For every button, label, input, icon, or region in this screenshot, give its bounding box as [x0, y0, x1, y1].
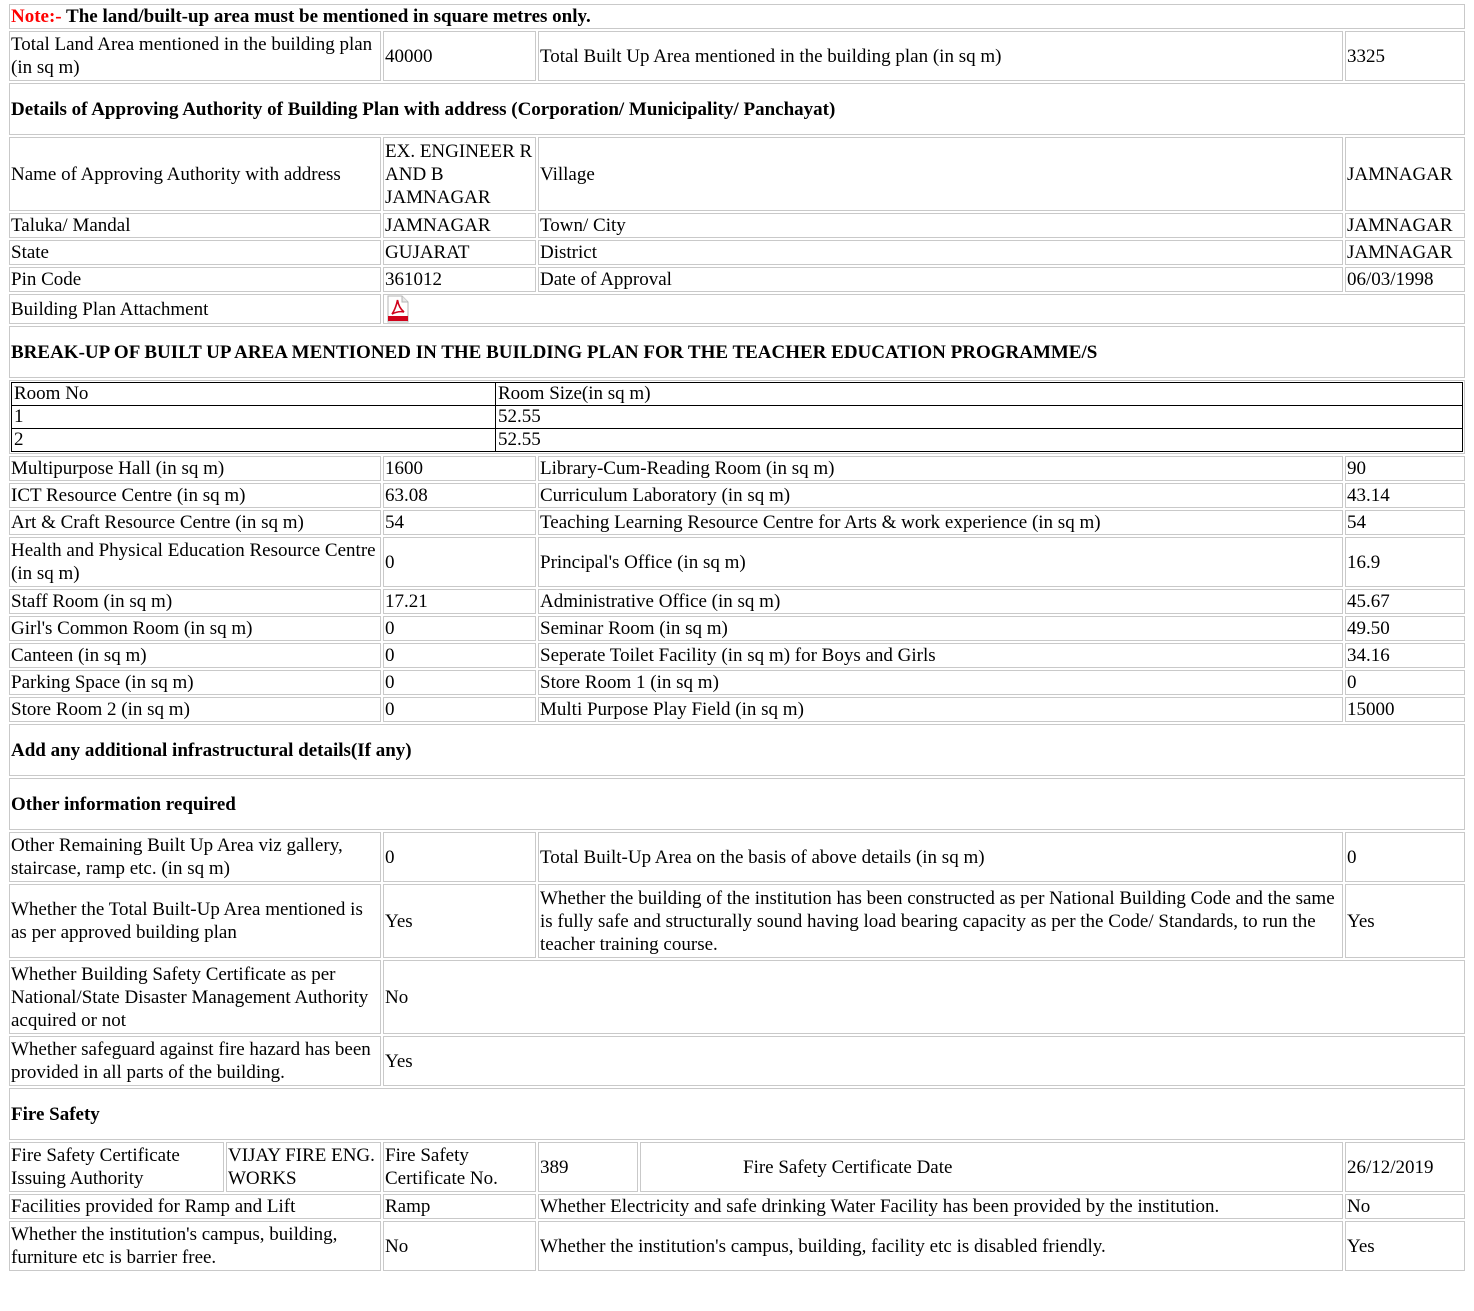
disabled-friendly-value: Yes — [1345, 1221, 1465, 1271]
facility-value: 45.67 — [1345, 589, 1465, 614]
ramp-value: Ramp — [383, 1194, 536, 1219]
room-no: 1 — [12, 406, 496, 429]
safety-cert-value: No — [383, 960, 1465, 1034]
facility-value: 54 — [383, 510, 536, 535]
nbc-value: Yes — [1345, 884, 1465, 958]
barrier-free-value: No — [383, 1221, 536, 1271]
approval-date-label: Date of Approval — [538, 267, 1343, 292]
facility-label: Seperate Toilet Facility (in sq m) for Boys and Girls — [538, 643, 1343, 668]
fire-guard-label: Whether safeguard against fire hazard has been provided in all parts of the building. — [9, 1036, 381, 1086]
facility-label: Store Room 2 (in sq m) — [9, 697, 381, 722]
attachment-cell — [383, 294, 1465, 324]
rooms-header-size: Room Size(in sq m) — [496, 383, 1463, 406]
facility-label: Parking Space (in sq m) — [9, 670, 381, 695]
fire-authority-label: Fire Safety Certificate Issuing Authority — [9, 1142, 224, 1192]
water-value: No — [1345, 1194, 1465, 1219]
fire-cert-no-value: 389 — [538, 1142, 638, 1192]
facility-value: 0 — [383, 616, 536, 641]
as-per-plan-label: Whether the Total Built-Up Area mentioned is as per approved building plan — [9, 884, 381, 958]
facility-row — [9, 616, 1465, 641]
additional-heading: Add any additional infrastructural details(If any) — [9, 724, 1465, 776]
remaining-area-label: Other Remaining Built Up Area viz gallery, staircase, ramp etc. (in sq m) — [9, 832, 381, 882]
remaining-area-value: 0 — [383, 832, 536, 882]
facility-label: Multipurpose Hall (in sq m) — [9, 456, 381, 481]
facility-label: Administrative Office (in sq m) — [538, 589, 1343, 614]
authority-heading: Details of Approving Authority of Building Plan with address (Corporation/ Municipality/ Panchayat) — [9, 83, 1465, 135]
facility-row — [9, 483, 1465, 508]
facility-value: 16.9 — [1345, 537, 1465, 587]
authority-name-label: Name of Approving Authority with address — [9, 137, 381, 211]
facility-value: 43.14 — [1345, 483, 1465, 508]
state-label: State — [9, 240, 381, 265]
approval-date-value: 06/03/1998 — [1345, 267, 1465, 292]
note-prefix: Note:- — [11, 6, 62, 27]
town-label: Town/ City — [538, 213, 1343, 238]
district-label: District — [538, 240, 1343, 265]
rooms-header-no: Room No — [12, 383, 496, 406]
room-no: 2 — [12, 429, 496, 452]
room-size: 52.55 — [496, 406, 1463, 429]
water-label: Whether Electricity and safe drinking Water Facility has been provided by the institution. — [538, 1194, 1343, 1219]
facility-label: Art & Craft Resource Centre (in sq m) — [9, 510, 381, 535]
nbc-label: Whether the building of the institution has been constructed as per National Building Code and the same is fully safe and structurally sound having load bearing capacity as per the Code/ Standards, to run the teacher training course. — [538, 884, 1343, 958]
facility-row — [9, 510, 1465, 535]
pin-value: 361012 — [383, 267, 536, 292]
table-row — [12, 406, 1463, 429]
facility-row — [9, 697, 1465, 722]
land-area-label: Total Land Area mentioned in the building plan (in sq m) — [9, 31, 381, 81]
taluka-value: JAMNAGAR — [383, 213, 536, 238]
facility-label: Staff Room (in sq m) — [9, 589, 381, 614]
pin-label: Pin Code — [9, 267, 381, 292]
built-area-value: 3325 — [1345, 31, 1465, 81]
fire-cert-date-label-text: Fire Safety Certificate Date — [743, 1156, 953, 1178]
facility-label: Canteen (in sq m) — [9, 643, 381, 668]
facility-value: 54 — [1345, 510, 1465, 535]
rooms-table — [11, 382, 1463, 452]
facility-value: 63.08 — [383, 483, 536, 508]
taluka-label: Taluka/ Mandal — [9, 213, 381, 238]
disabled-friendly-label: Whether the institution's campus, building, facility etc is disabled friendly. — [538, 1221, 1343, 1271]
facility-row — [9, 670, 1465, 695]
fire-cert-date-value: 26/12/2019 — [1345, 1142, 1465, 1192]
as-per-plan-value: Yes — [383, 884, 536, 958]
fire-cert-date-label — [640, 1142, 1343, 1192]
room-size: 52.55 — [496, 429, 1463, 452]
facility-value: 49.50 — [1345, 616, 1465, 641]
other-heading: Other information required — [9, 778, 1465, 830]
facility-value: 1600 — [383, 456, 536, 481]
infrastructure-table — [7, 2, 1467, 1273]
facility-label: Library-Cum-Reading Room (in sq m) — [538, 456, 1343, 481]
facility-row — [9, 456, 1465, 481]
ramp-label: Facilities provided for Ramp and Lift — [9, 1194, 381, 1219]
total-area-value: 0 — [1345, 832, 1465, 882]
rooms-container — [9, 380, 1465, 454]
facility-value: 0 — [383, 697, 536, 722]
facility-value: 15000 — [1345, 697, 1465, 722]
breakup-heading: BREAK-UP OF BUILT UP AREA MENTIONED IN THE BUILDING PLAN FOR THE TEACHER EDUCATION PROGRAMME/S — [9, 326, 1465, 378]
facility-value: 0 — [383, 643, 536, 668]
safety-cert-label: Whether Building Safety Certificate as per National/State Disaster Management Authority acquired or not — [9, 960, 381, 1034]
note-row — [9, 4, 1465, 29]
village-label: Village — [538, 137, 1343, 211]
facility-label: Girl's Common Room (in sq m) — [9, 616, 381, 641]
table-row — [12, 429, 1463, 452]
built-area-label: Total Built Up Area mentioned in the building plan (in sq m) — [538, 31, 1343, 81]
facility-row — [9, 537, 1465, 587]
village-value: JAMNAGAR — [1345, 137, 1465, 211]
facility-row — [9, 643, 1465, 668]
authority-name-value: EX. ENGINEER R AND B JAMNAGAR — [383, 137, 536, 211]
fire-heading: Fire Safety — [9, 1088, 1465, 1140]
fire-cert-no-label: Fire Safety Certificate No. — [383, 1142, 536, 1192]
facility-label: Store Room 1 (in sq m) — [538, 670, 1343, 695]
land-area-value: 40000 — [383, 31, 536, 81]
facility-value: 0 — [1345, 670, 1465, 695]
facility-value: 90 — [1345, 456, 1465, 481]
total-area-label: Total Built-Up Area on the basis of above details (in sq m) — [538, 832, 1343, 882]
facility-label: Teaching Learning Resource Centre for Arts & work experience (in sq m) — [538, 510, 1343, 535]
fire-guard-value: Yes — [383, 1036, 1465, 1086]
facility-value: 0 — [383, 670, 536, 695]
facility-label: ICT Resource Centre (in sq m) — [9, 483, 381, 508]
facility-label: Principal's Office (in sq m) — [538, 537, 1343, 587]
facility-row — [9, 589, 1465, 614]
facility-label: Health and Physical Education Resource Centre (in sq m) — [9, 537, 381, 587]
facility-value: 0 — [383, 537, 536, 587]
fire-authority-value: VIJAY FIRE ENG. WORKS — [226, 1142, 381, 1192]
note-text: The land/built-up area must be mentioned in square metres only. — [61, 6, 591, 27]
attachment-label: Building Plan Attachment — [9, 294, 381, 324]
facility-label: Seminar Room (in sq m) — [538, 616, 1343, 641]
facility-label: Multi Purpose Play Field (in sq m) — [538, 697, 1343, 722]
town-value: JAMNAGAR — [1345, 213, 1465, 238]
district-value: JAMNAGAR — [1345, 240, 1465, 265]
state-value: GUJARAT — [383, 240, 536, 265]
facility-value: 34.16 — [1345, 643, 1465, 668]
facility-value: 17.21 — [383, 589, 536, 614]
pdf-icon[interactable] — [385, 295, 411, 323]
facility-label: Curriculum Laboratory (in sq m) — [538, 483, 1343, 508]
barrier-free-label: Whether the institution's campus, building, furniture etc is barrier free. — [9, 1221, 381, 1271]
